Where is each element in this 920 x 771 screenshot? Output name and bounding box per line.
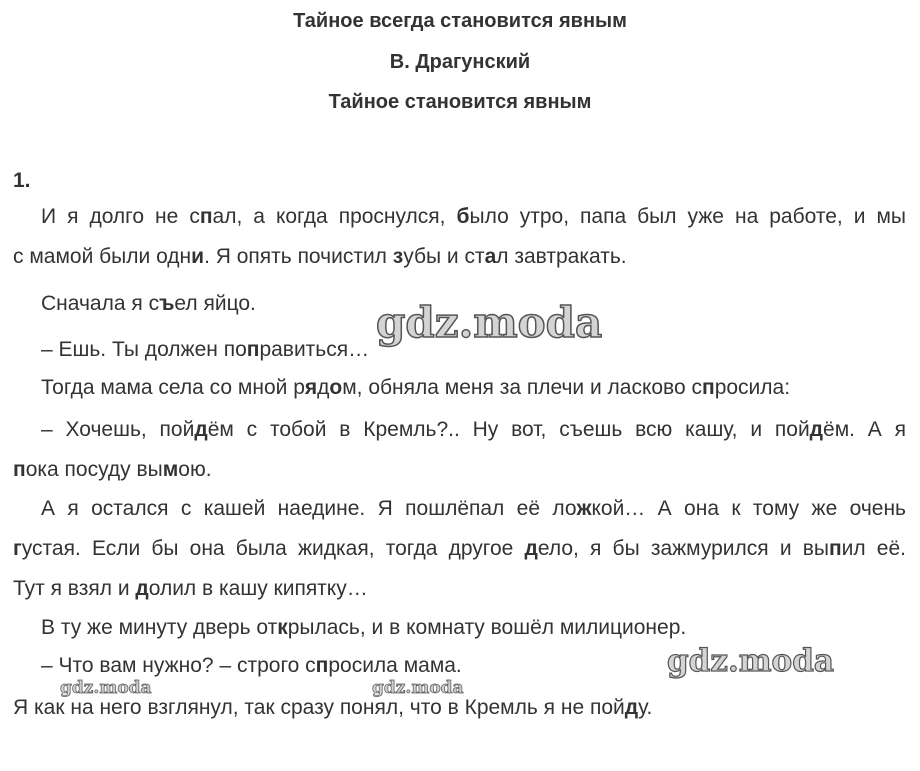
text-span: у. [638,696,653,719]
text-span: – Что вам нужно? – строго с [41,654,316,677]
highlighted-letter: д [624,696,639,719]
text-span: Тут я взял и [13,577,136,600]
watermark-logo-medium: gdz.moda [667,643,834,679]
text-span: ём. А я [823,418,906,441]
text-span: с мамой были одн [13,245,192,268]
highlighted-letter: д [524,537,538,560]
paragraph-1 [13,197,906,277]
paragraph-6-line-3 [13,569,906,609]
highlighted-letter: г [13,537,22,560]
text-span: росила: [714,376,791,399]
paragraph-7-line-1 [13,608,906,648]
text-span: м, обняла меня за плечи и ласково с [342,376,702,399]
highlighted-letter: ж [576,497,592,520]
text-span: ил её. [841,537,906,560]
paragraph-5-line-1 [13,410,906,450]
highlighted-letter: ъ [159,292,175,315]
task-number: 1. [13,169,31,192]
text-span: В ту же минуту дверь от [41,616,278,639]
text-span: равиться… [259,338,370,361]
highlighted-letter: я [304,376,318,399]
text-span: Сначала я с [41,292,160,315]
story-title-heading: Тайное становится явным [328,91,592,113]
highlighted-letter: п [13,458,26,481]
highlighted-letter: з [392,245,404,268]
author-heading: В. Драгунский [389,51,531,73]
text-span: – Ешь. Ты должен по [41,338,247,361]
text-span: росила мама. [328,654,462,677]
highlighted-letter: п [199,205,213,228]
highlighted-letter: п [702,376,715,399]
highlighted-letter: и [191,245,205,268]
text-span: ока посуду вы [25,458,163,481]
text-span: А я остался с кашей наедине. Я пошлёпал её ло [41,497,577,520]
paragraph-6-line-1 [13,489,906,529]
text-span: Я как на него взглянул, так сразу понял, что в Кремль я не пой [13,696,625,719]
paragraph-5 [13,410,906,490]
text-span: ел яйцо. [174,292,256,315]
text-span: ём с тобой в Кремль?.. Ну вот, съешь всю кашу, и пой [207,418,810,441]
paragraph-5-line-2 [13,450,906,490]
text-span: ело, я бы зажмурился и вы [537,537,829,560]
highlighted-letter: о [329,376,343,399]
text-span: олил в кашу кипятку… [148,577,368,600]
text-span: И я долго не с [41,205,200,228]
paragraph-7 [13,608,906,648]
paragraph-6-line-2 [13,529,906,569]
text-span: устая. Если бы она была жидкая, тогда другое [21,537,525,560]
paragraph-1-line-2 [13,237,906,277]
highlighted-letter: д [135,577,149,600]
text-span: д [317,376,330,399]
highlighted-letter: п [315,654,329,677]
highlighted-letter: п [246,338,260,361]
highlighted-letter: к [277,616,288,639]
topic-heading: Тайное всегда становится явным [293,10,627,32]
text-span: ою. [178,458,212,481]
watermark-logo-small-center: gdz.moda [372,678,464,698]
text-span: л завтракать. [496,245,627,268]
highlighted-letter: п [828,537,842,560]
paragraph-1-line-1 [13,197,906,237]
text-span: ал, а когда проснулся, [212,205,457,228]
highlighted-letter: д [809,418,824,441]
highlighted-letter: а [484,245,497,268]
paragraph-4 [13,368,906,408]
highlighted-letter: д [194,418,208,441]
text-span: ыло утро, папа был уже на работе, и мы [469,205,906,228]
paragraph-6 [13,489,906,609]
text-span: рылась, и в комнату вошёл милиционер. [287,616,687,639]
text-span: Тогда мама села со мной р [41,376,305,399]
watermark-logo-large: gdz.moda [376,298,603,347]
text-span: кой… А она к тому же очень [591,497,907,520]
paragraph-4-line-1 [13,368,906,408]
highlighted-letter: б [456,205,470,228]
watermark-logo-small-left: gdz.moda [60,678,152,698]
highlighted-letter: м [162,458,179,481]
text-span: . Я опять почистил [204,245,393,268]
text-span: убы и ст [403,245,485,268]
text-span: – Хочешь, пой [41,418,195,441]
